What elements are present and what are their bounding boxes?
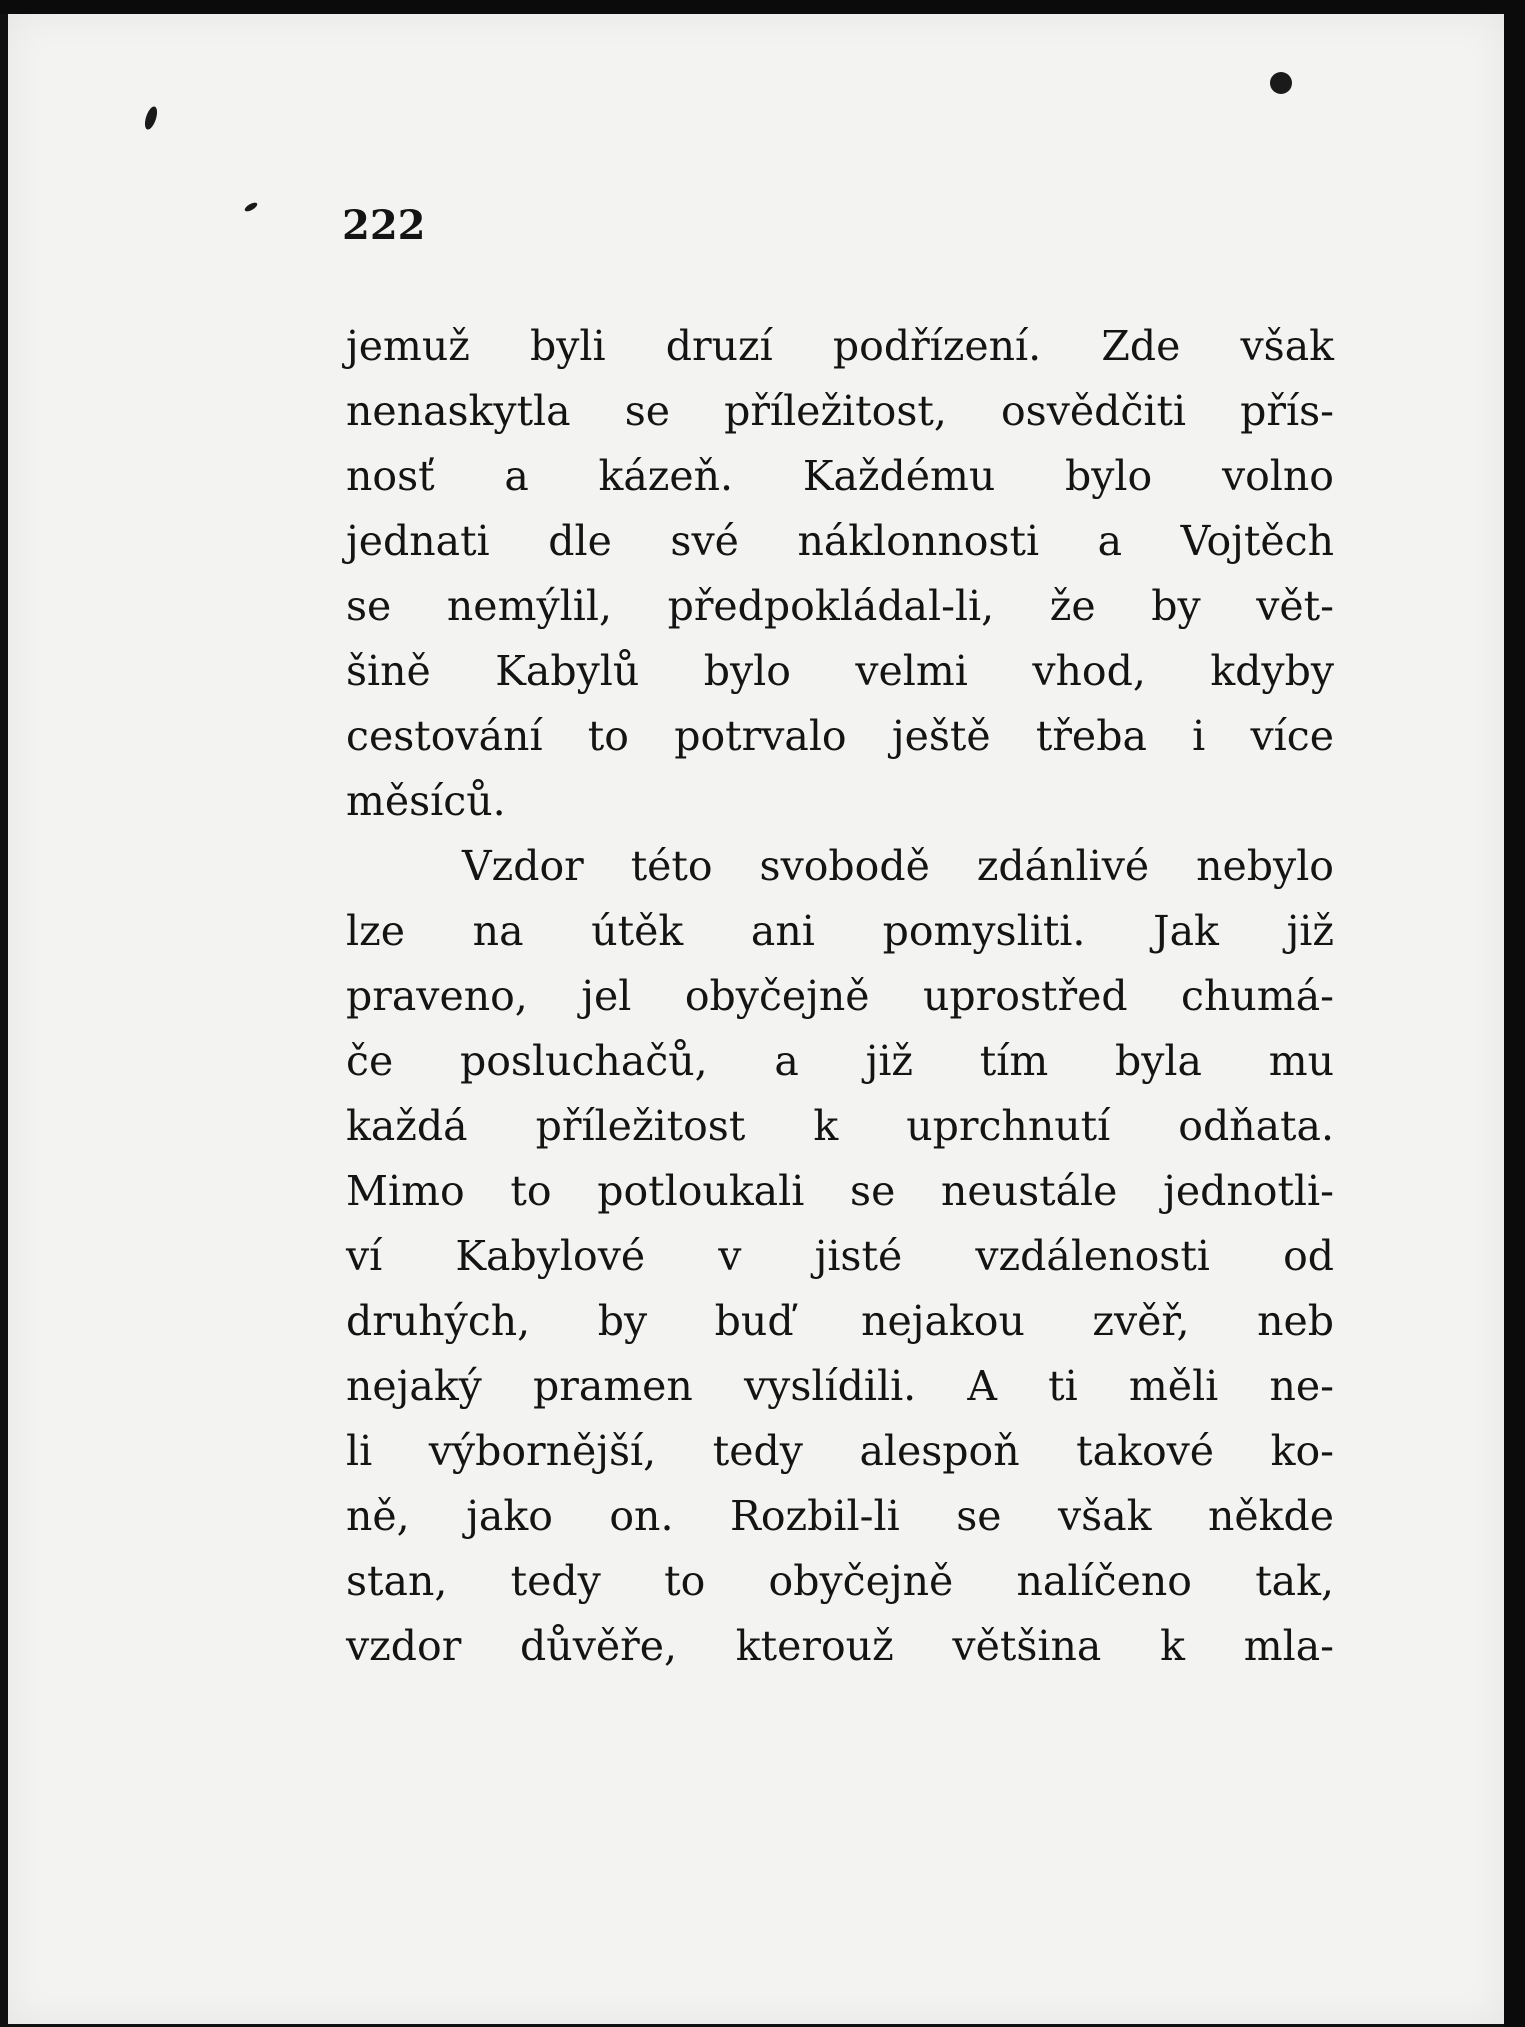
text-line: stan, tedy to obyčejně nalíčeno tak, — [346, 1557, 1334, 1605]
ink-speck — [1270, 72, 1292, 94]
text-line: li výbornější, tedy alespoň takové ko- — [346, 1427, 1334, 1475]
text-line: měsíců. — [346, 777, 506, 825]
text-line: lze na útěk ani pomysliti. Jak již — [346, 907, 1334, 955]
page-number: 222 — [342, 202, 426, 249]
scan-border-top — [0, 0, 1525, 14]
text-line: Mimo to potloukali se neustále jednotli- — [346, 1167, 1334, 1215]
book-page — [8, 14, 1504, 2024]
text-line: nosť a kázeň. Každému bylo volno — [346, 452, 1334, 500]
ink-speck — [143, 105, 160, 131]
text-line: ví Kabylové v jisté vzdálenosti od — [346, 1232, 1334, 1280]
text-line: se nemýlil, předpokládal-li, že by vět- — [346, 582, 1334, 630]
ink-speck — [243, 201, 258, 213]
text-line: každá příležitost k uprchnutí odňata. — [346, 1102, 1334, 1150]
text-line: šině Kabylů bylo velmi vhod, kdyby — [346, 647, 1334, 695]
text-line: jemuž byli druzí podřízení. Zde však — [346, 322, 1334, 370]
text-line: praveno, jel obyčejně uprostřed chumá- — [346, 972, 1334, 1020]
text-line: če posluchačů, a již tím byla mu — [346, 1037, 1334, 1085]
scan-border-right — [1504, 0, 1525, 2027]
paragraph-first-line: Vzdor této svobodě zdánlivé nebylo — [462, 842, 1334, 890]
text-line: nejaký pramen vyslídili. A ti měli ne- — [346, 1362, 1334, 1410]
text-line: ně, jako on. Rozbil-li se však někde — [346, 1492, 1334, 1540]
text-line: nenaskytla se příležitost, osvědčiti přís- — [346, 387, 1334, 435]
text-line: jednati dle své náklonnosti a Vojtěch — [346, 517, 1334, 565]
text-line: druhých, by buď nejakou zvěř, neb — [346, 1297, 1334, 1345]
text-line: vzdor důvěře, kterouž většina k mla- — [346, 1622, 1334, 1670]
text-line: cestování to potrvalo ještě třeba i více — [346, 712, 1334, 760]
body-text — [346, 314, 1334, 1679]
